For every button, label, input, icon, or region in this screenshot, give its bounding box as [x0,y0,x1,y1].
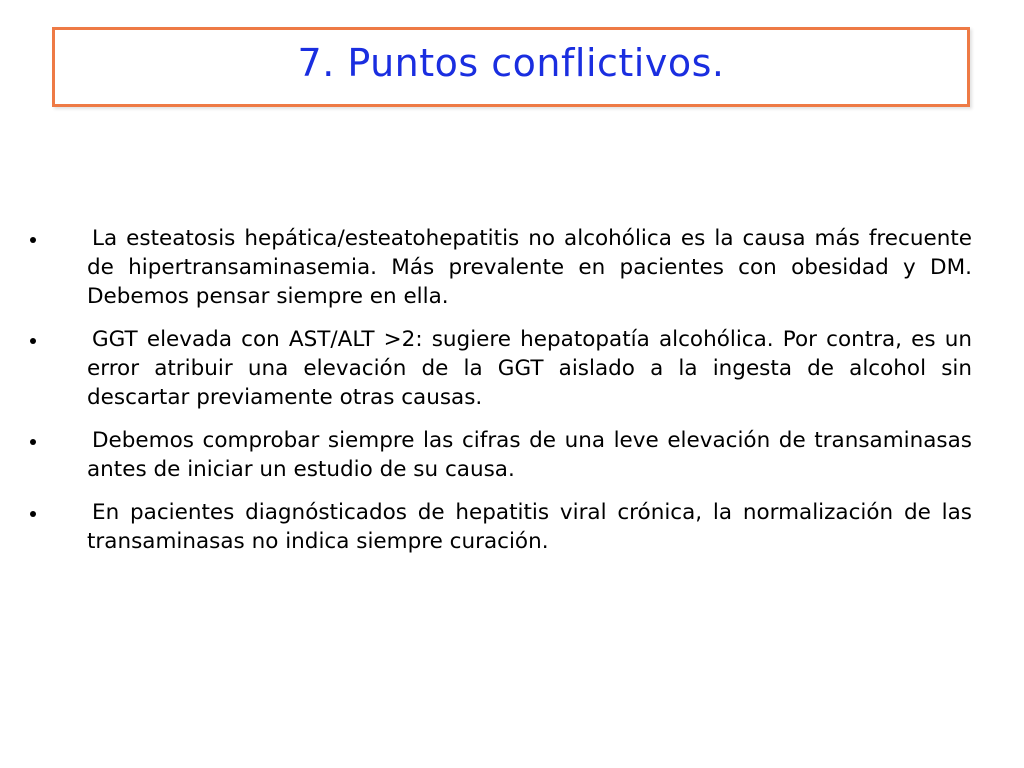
bullet-item [30,426,972,484]
bullet-item [30,224,972,311]
bullet-text: GGT elevada con AST/ALT >2: sugiere hepatopatía alcohólica. Por contra, es un error atribuir una elevación de la GGT aislado a la ingesta de alcohol sin descartar previamente otras causas. [87,327,972,410]
bullet-dot-icon [30,439,36,445]
bullet-dot-icon [30,338,36,344]
bullet-text: La esteatosis hepática/esteatohepatitis no alcohólica es la causa más frecuente de hipertransaminasemia. Más prevalente en pacientes con obesidad y DM. Debemos pensar siempre en ella. [87,226,972,309]
title-box [52,27,970,107]
bullet-text: En pacientes diagnósticados de hepatitis viral crónica, la normalización de las transaminasas no indica siempre curación. [87,500,972,554]
bullet-item [30,498,972,556]
slide-title: 7. Puntos conflictivos. [297,41,725,85]
bullet-item [30,325,972,412]
bullet-list [30,224,972,570]
bullet-text: Debemos comprobar siempre las cifras de una leve elevación de transaminasas antes de iniciar un estudio de su causa. [87,428,972,482]
bullet-dot-icon [30,511,36,517]
bullet-dot-icon [30,237,36,243]
